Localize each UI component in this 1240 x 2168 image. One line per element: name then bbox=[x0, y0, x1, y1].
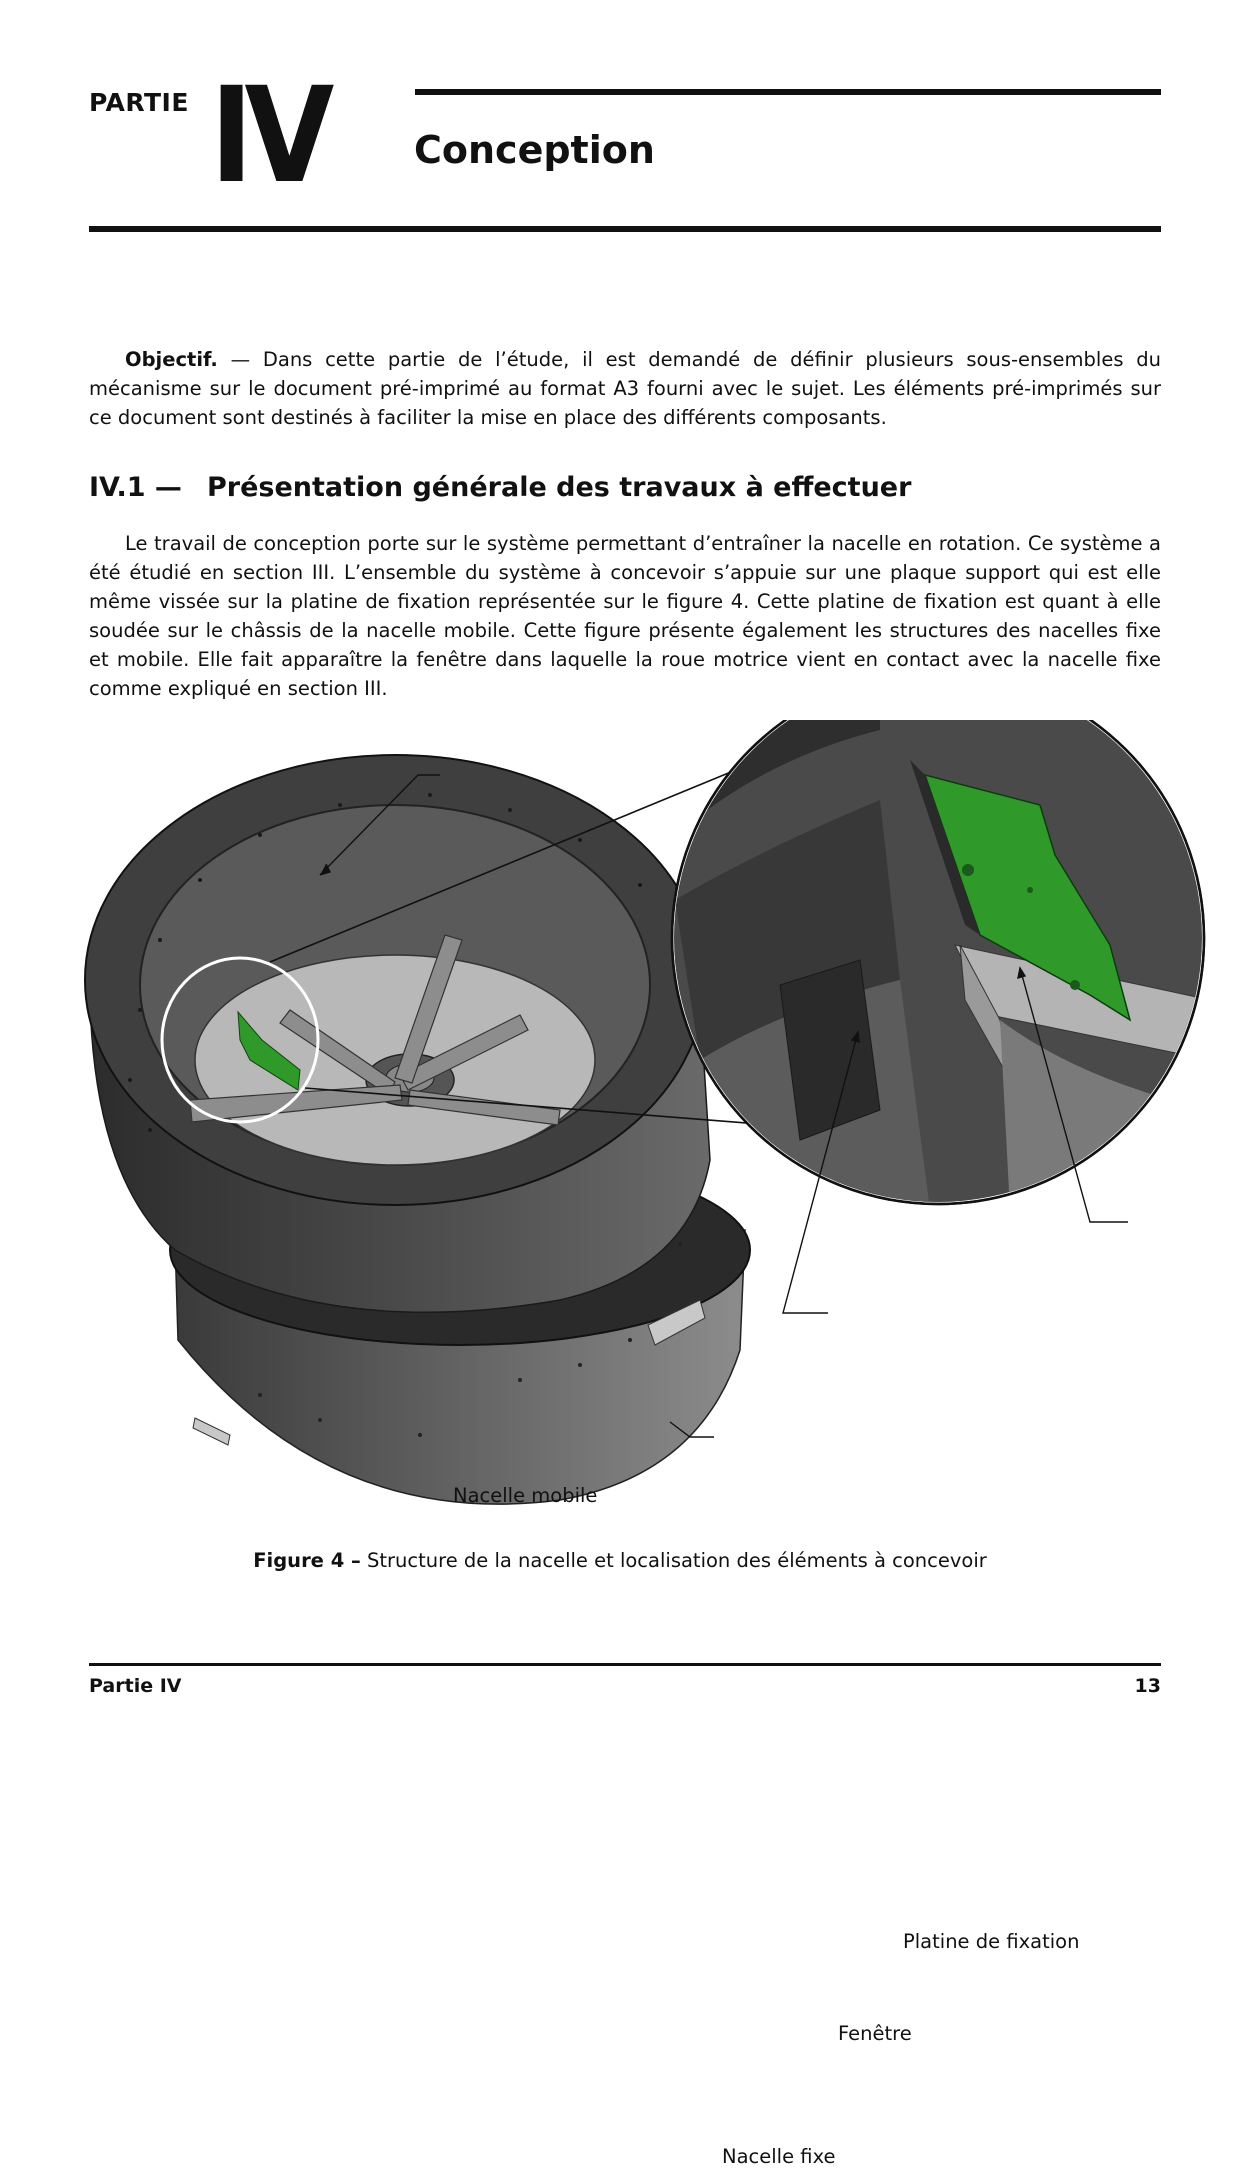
chapter-title: Conception bbox=[414, 128, 655, 172]
objectif-text: — Dans cette partie de l’étude, il est demandé de définir plusieurs sous-ensembles du mécanisme sur le document pré-imprimé au format A3 fourni avec le sujet. Les éléments pré-imprimés sur ce document sont destinés à faciliter la mise en place des différents composants. bbox=[89, 348, 1161, 429]
label-nacelle-fixe: Nacelle fixe bbox=[722, 2145, 836, 2168]
objectif-paragraph bbox=[89, 345, 1161, 432]
page-number: 13 bbox=[1134, 1675, 1161, 1697]
caption-text: Structure de la nacelle et localisation des éléments à concevoir bbox=[360, 1549, 987, 1572]
header-rule-top bbox=[415, 89, 1161, 95]
section-number: IV.1 — bbox=[89, 472, 182, 503]
part-number: IV bbox=[210, 59, 326, 213]
objectif-lead: Objectif. bbox=[125, 348, 218, 371]
section-heading bbox=[89, 472, 911, 503]
body-text: Le travail de conception porte sur le système permettant d’entraîner la nacelle en rotation. Ce système a été étudié en section III. L’ensemble du système à concevoir s’appuie sur une plaque support qui est elle même vissée sur la platine de fixation représentée sur le figure 4. Cette platine de fixation est quant à elle soudée sur le châssis de la nacelle mobile. Cette figure présente également les structures des nacelles fixe et mobile. Elle fait apparaître la fenêtre dans laquelle la roue motrice vient en contact avec la nacelle fixe comme expliqué en section III. bbox=[89, 532, 1161, 700]
figure-caption bbox=[0, 1549, 1240, 1572]
header-rule-bottom bbox=[89, 226, 1161, 232]
figure-illustration bbox=[0, 720, 1240, 1540]
label-nacelle-mobile: Nacelle mobile bbox=[453, 1484, 598, 1507]
footer-part-label: Partie IV bbox=[89, 1675, 182, 1697]
zoom-detail bbox=[670, 720, 1210, 1210]
caption-lead: Figure 4 – bbox=[253, 1549, 361, 1572]
nacelle-mobile-shape bbox=[85, 755, 710, 1312]
label-platine-fixation: Platine de fixation bbox=[903, 1930, 1080, 1953]
footer-rule bbox=[89, 1663, 1161, 1666]
label-fenetre: Fenêtre bbox=[838, 2022, 912, 2045]
section-title: Présentation générale des travaux à effectuer bbox=[207, 472, 912, 503]
part-label: PARTIE bbox=[89, 88, 189, 117]
body-paragraph bbox=[89, 529, 1161, 703]
